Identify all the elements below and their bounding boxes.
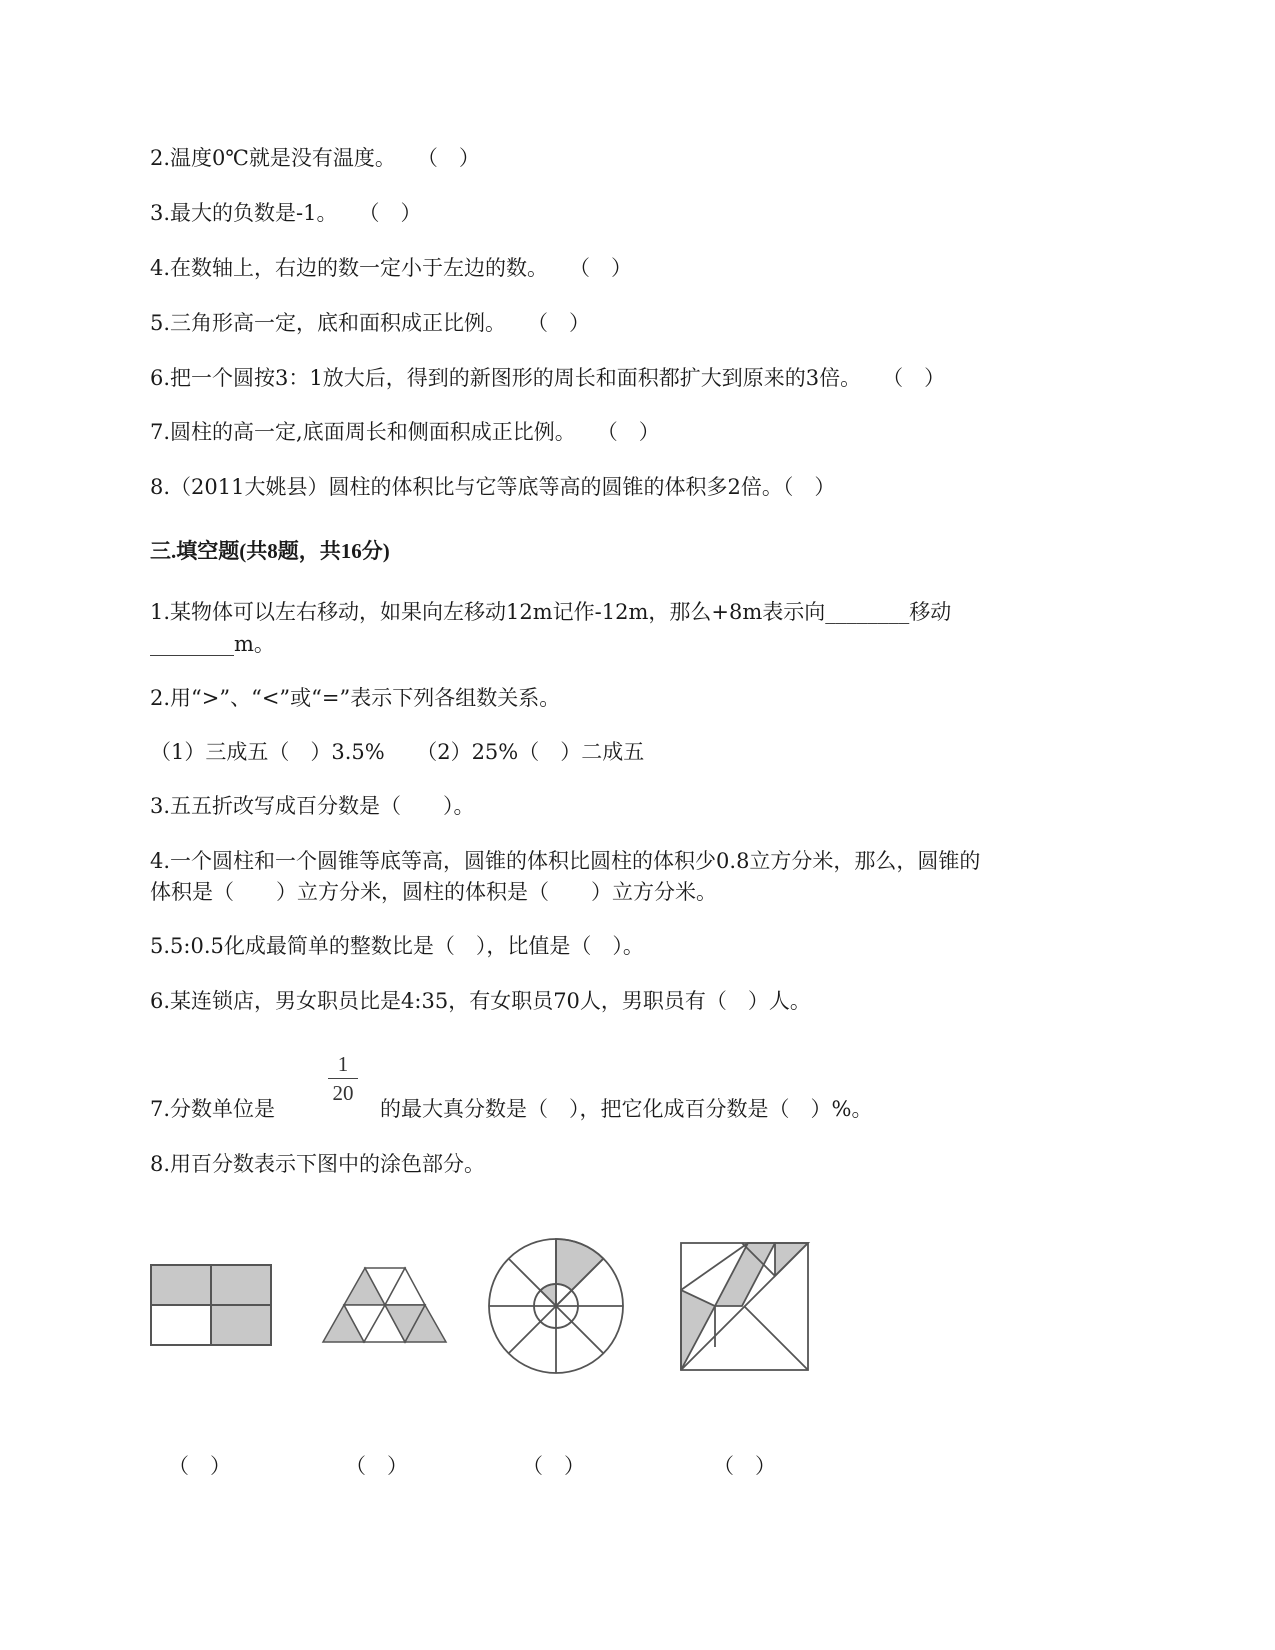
fraction-numerator: 1 <box>337 1052 349 1076</box>
judgement-q6: 6.把一个圆按3：1放大后，得到的新图形的周长和面积都扩大到原来的3倍。 （ ） <box>150 366 946 390</box>
fill-q7-prefix: 7.分数单位是 <box>150 1097 276 1121</box>
fill-q3: 3.五五折改写成百分数是（ ）。 <box>150 794 475 818</box>
answer-blank-3: （ ） <box>522 1454 585 1478</box>
judgement-q8: 8.（2011大姚县）圆柱的体积比与它等底等高的圆锥的体积多2倍。（ ） <box>150 475 836 499</box>
fill-q8: 8.用百分数表示下图中的涂色部分。 <box>150 1152 486 1176</box>
figure-tangram <box>678 1240 812 1374</box>
figure-circle <box>486 1236 626 1376</box>
fraction <box>328 1052 358 1105</box>
rect-shaded-top-right <box>211 1265 271 1305</box>
answer-blank-1: （ ） <box>168 1454 231 1478</box>
figure-rectangle <box>148 1262 274 1348</box>
tangram-shaded-parallelogram <box>715 1243 775 1306</box>
section-heading: 三.填空题(共8题，共16分) <box>150 539 390 563</box>
fill-q1-line2: ________m。 <box>150 632 275 656</box>
rect-shaded-top-left <box>151 1265 211 1305</box>
judgement-q5: 5.三角形高一定，底和面积成正比例。 （ ） <box>150 311 591 335</box>
fill-q5: 5.5:0.5化成最简单的整数比是（ ），比值是（ ）。 <box>150 934 644 958</box>
figure-trapezoid <box>320 1266 450 1346</box>
fill-q2-sub: （1）三成五（ ）3.5% （2）25%（ ）二成五 <box>150 740 645 764</box>
rect-bottom-left <box>151 1305 211 1345</box>
fill-q4-line1: 4.一个圆柱和一个圆锥等底等高，圆锥的体积比圆柱的体积少0.8立方分米，那么，圆锥的 <box>150 849 981 873</box>
fill-q7-suffix: 的最大真分数是（ ），把它化成百分数是（ ）%。 <box>380 1097 873 1121</box>
fill-q2: 2.用“>”、“<”或“=”表示下列各组数关系。 <box>150 686 561 710</box>
tangram-line-2 <box>744 1306 808 1370</box>
rect-shaded-bottom-right <box>211 1305 271 1345</box>
tangram-shaded-large-triangle <box>681 1290 715 1370</box>
answer-blank-4: （ ） <box>713 1454 776 1478</box>
fill-q6: 6.某连锁店，男女职员比是4:35，有女职员70人，男职员有（ ）人。 <box>150 989 811 1013</box>
fraction-bar <box>328 1078 358 1079</box>
fill-q4-line2: 体积是（ ）立方分米，圆柱的体积是（ ）立方分米。 <box>150 880 717 904</box>
judgement-q4: 4.在数轴上，右边的数一定小于左边的数。 （ ） <box>150 256 633 280</box>
answer-blank-2: （ ） <box>345 1454 408 1478</box>
judgement-q7: 7.圆柱的高一定,底面周长和侧面积成正比例。 （ ） <box>150 420 660 444</box>
fraction-denominator: 20 <box>332 1081 354 1105</box>
fill-q1-line1: 1.某物体可以左右移动，如果向左移动12m记作-12m，那么+8m表示向________移动 <box>150 600 952 624</box>
judgement-q3: 3.最大的负数是-1。 （ ） <box>150 201 422 225</box>
judgement-q2: 2.温度0℃就是没有温度。 （ ） <box>150 146 480 170</box>
